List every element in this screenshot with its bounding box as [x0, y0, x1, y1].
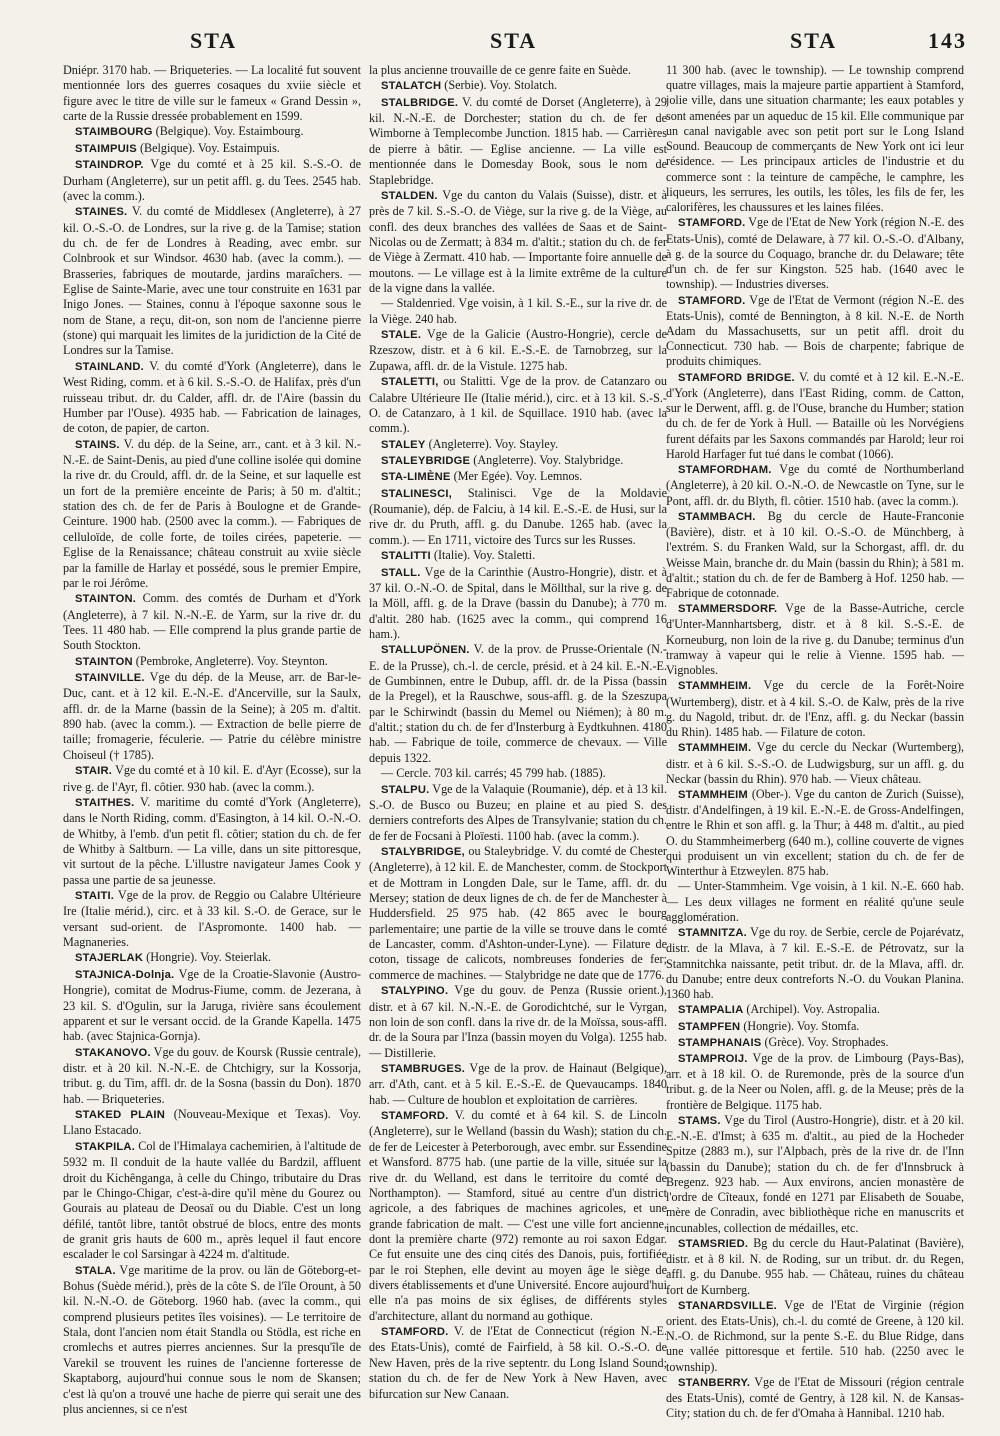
text-column-1: [63, 63, 361, 1425]
entry-text: — Staldenried. Vge voisin, à 1 kil. S.-E., sur la rive dr. de la Viège. 240 hab.: [369, 296, 667, 326]
entry-headword: STAMMHEIM: [678, 789, 748, 802]
entry-text: Vge de l'Etat de New York (région N.-E. des Etats-Unis), comté de Delaware, à 77 kil. O.-S.-O. d'Albany, à g. de la source du Coquago, branche dr. du Delaware; tête d'un ch. de fer sur Kingston. 525 hab. (1640 avec le township). — Industries diverses.: [666, 215, 964, 292]
dictionary-entry: [666, 879, 964, 925]
entry-text: Bg du cercle de Haute-Franconie (Bavière), distr. et à 10 kil. O.-S.-O. de Münchberg, à l'extrém. S. du Franken Wald, sur la Schorgast, affl. dr. du Weisse Main, branche dr. du Main (bassin du Rhin); à 581 m. d'altit.; station du ch. de fer de Bamberg à Hof. 1250 hab. — Fabrique de cotonnade.: [666, 508, 964, 600]
entry-text: (Archipel). Voy. Astropalia.: [743, 1002, 880, 1017]
entry-text: (Belgique). Voy. Estaimbourg.: [152, 124, 304, 139]
entry-headword: STAMFORD.: [678, 217, 746, 230]
entry-headword: STAINTON.: [75, 593, 137, 606]
dictionary-entry: [369, 453, 667, 469]
running-head-left: STA: [190, 28, 238, 53]
entry-text: Vge de la Carinthie (Austro-Hongrie), distr. et à 37 kil. O.-N.-O. de Spital, dans le Möllthal, sur la rive g. de la Möll, affl. g. de la Drave (bassin du Danube); à 770 m. d'altit. 280 hab. (1625 avec la comm., qui comprend 16 ham.).: [369, 564, 667, 641]
dictionary-entry: [666, 740, 964, 787]
entry-text: Comm. des comtés de Durham et d'York (Angleterre), à 7 kil. N.-N.-E. de Yarm, sur la rive dr. du Tees. 11 480 hab. — Elle comprend la plus grande partie de South Stockton.: [63, 591, 361, 653]
entry-text: Vge de la prov. de Reggio ou Calabre Ultérieure Ire (Italie mérid.), circ. et à 33 kil. S.-O. de Gerace, sur le versant sud-orient. de l'Aspromonte. 1400 hab. — Magnaneries.: [63, 888, 361, 950]
entry-text: V. de l'Etat de Connecticut (région N.-E. des Etats-Unis), comté de Fairfield, à 58 kil. O.-S.-O. de New Haven, près de la rive septentr. du Long Island Sound; station du ch. de fer de New York à New Haven, avec bifurcation sur New Canaan.: [369, 1324, 667, 1401]
entry-headword: STAMPALIA: [678, 1004, 744, 1017]
entry-text: Vge du comté de Northumberland (Angleterre), à 20 kil. O.-N.-O. de Newcastle on Tyne, sur le Pont, affl. dr. du Blyth, fl. côtier. 1510 hab. (avec la comm.).: [666, 462, 964, 508]
dictionary-entry: [369, 1324, 667, 1402]
dictionary-entry: [666, 601, 964, 678]
entry-headword: STALYBRIDGE,: [381, 845, 465, 858]
entry-headword: STALDEN.: [381, 189, 438, 202]
dictionary-entry: [63, 359, 361, 437]
entry-text: — Unter-Stammheim. Vge voisin, à 1 kil. N.-E. 660 hab. — Les deux villages ne forment en réalité qu'une seule agglomération.: [666, 879, 964, 924]
entry-text: V. du comté de Dorset (Angleterre), à 29 kil. N.-N.-E. de Dorchester; station du ch. de fer de Wimborne à Templecombe Junction. 1815 hab. — Carrières de pierre à bâtir. — Eglise ancienne. — La ville est mentionnée dans le Domesday Book, sous le nom de Staplebridge.: [369, 94, 667, 187]
dictionary-entry: [666, 678, 964, 740]
entry-headword: STAMFORD BRIDGE.: [678, 371, 795, 384]
dictionary-entry: [63, 654, 361, 670]
entry-headword: STAIMBOURG: [75, 126, 153, 139]
entry-headword: STAINDROP.: [75, 159, 144, 172]
entry-text: V. de la prov. de Prusse-Orientale (N.-E. de la Prusse), ch.-l. de cercle, présid. et à 24 kil. E.-N.-E. de Gumbinnen, entre le Dubup, affl. dr. de la Pissa (bassin de la Pregel), et la Rauschwe, sous-affl. g. de la Szeszupa par le Schirwindt (bassin du Memel ou Niémen); à 80 m. d'altit.; station du ch. de fer d'Insterburg à Eydtkuhnen. 4180 hab. — Fabrique de toile, commerce de chevaux. — Ville depuis 1322.: [369, 642, 667, 765]
running-head-center: STA: [490, 28, 538, 53]
dictionary-entry: [666, 293, 964, 370]
entry-text: Vge de l'Etat de Vermont (région N.-E. des Etats-Unis), comté de Bennington, à 8 kil. N.-E. de North Adam du Massachusetts, sur un petit affl. droit du Connecticut. 730 hab. — Bois de charpente; fabrique de produits chimiques.: [666, 292, 964, 369]
entry-text: Vge du comté et à 10 kil. E. d'Ayr (Ecosse), sur la rive g. de l'Ayr, fl. côtier. 930 hab. (avec la comm.).: [63, 763, 361, 794]
dictionary-entry: [63, 124, 361, 140]
dictionary-entry: [666, 370, 964, 462]
entry-headword: STALEY: [381, 438, 426, 451]
entry-text: ou Staleybridge. V. du comté de Chester (Angleterre), à 12 kil. E. de Manchester, comm. de Stockport et de Mottram in Longden Dale, sur le Tame, affl. dr. du Mersey; station de deux lignes de ch. de fer de Manchester à Huddersfield. 25 975 hab. (42 865 avec le bourg parlementaire; une partie de la ville se trouve dans le comté de Lancaster, comm. d'Ashton-under-Lyne). — Filature de coton, tissage de calicots, nombreuses fonderies de fer; commerce de machines. — Stalybridge ne date que de 1776.: [369, 843, 667, 982]
dictionary-entry: [369, 469, 667, 485]
dictionary-entry: [369, 63, 667, 78]
entry-text: V. du dép. de la Seine, arr., cant. et à 3 kil. N.-N.-E. de Saint-Denis, au pied d'une colline isolée qui domine la rive dr. du Crould, affl. dr. de la Seine, et sur laquelle est un fort de la première enceinte de Paris; à 50 m. d'altit.; station des ch. de fer de Paris à Boulogne et de Grande-Ceinture. 1900 hab. (2500 avec la comm.). — Fabriques de celluloïde, de colle forte, de toiles cirées, papeterie. — Eglise de la Renaissance; château construit au xviie siècle par la famille de Harlay et possédé, sous le premier Empire, par le roi Jérôme.: [63, 436, 361, 590]
entry-headword: STALINESCI,: [381, 487, 452, 500]
dictionary-entry: [666, 1298, 964, 1375]
dictionary-entry: [63, 950, 361, 966]
entry-text: Col de l'Himalaya cachemirien, à l'altitude de 5932 m. Il conduit de la haute vallée du Bardzil, affluent droit du Kichênganga, à celle du Chingo, tributaire du Dras par le Chingo-Chigar, c'est-à-dire qu'il mène du Gourez ou Gourais au plateau de Deosaï ou du Diable. C'est un long défilé, tantôt libre, tantôt obstrué de blocs, entre des monts de granit gris hauts de 600 m., après lequel il faut encore escalader le col Sarsingar à 4224 m. d'altitude.: [63, 1138, 361, 1262]
entry-headword: STANBERRY.: [678, 1376, 751, 1389]
entry-headword: STAMNITZA.: [678, 927, 747, 940]
page-number: 143: [928, 28, 967, 53]
dictionary-entry: [369, 782, 667, 844]
entry-headword: STAMPROIJ.: [678, 1053, 748, 1065]
dictionary-entry: [63, 204, 361, 359]
entry-text: (Hongrie). Voy. Steierlak.: [143, 950, 272, 965]
dictionary-entry: [369, 327, 667, 374]
entry-headword: STAINES.: [75, 206, 128, 219]
entry-text: (Nouveau-Mexique et Texas). Voy. Llano Estacado.: [63, 1107, 361, 1138]
entry-headword: STALBRIDGE.: [381, 96, 459, 109]
entry-text: (Pembroke, Angleterre). Voy. Steynton.: [132, 653, 328, 668]
entry-headword: STAMMBACH.: [678, 510, 756, 523]
dictionary-entry: [369, 565, 667, 643]
entry-text: Vge du Tirol (Austro-Hongrie), distr. et à 20 kil. E.-N.-E. d'Imst; à 635 m. d'altit., au pied de la Hocheder Spitze (2883 m.), sur l'Alpbach, près de la rive dr. de l'Inn (bassin du Danube); station du ch. de fer d'Innsbruck à Bregenz. 923 hab. — Aux environs, ancien monastère de l'ordre de Cîteaux, fondé en 1271 par Elisabeth de Souabe, mère de Conradin, avec bibliothèque riche en manuscrits et incunables, collection de médailles, etc.: [666, 1112, 964, 1235]
entry-text: Vge du gouv. de Koursk (Russie centrale), distr. et à 20 kil. N.-N.-E. de Chtchigry, sur la Kossorja, tribut. g. du Tim, affl. dr. de la Sosna (bassin du Don). 1870 hab. — Briqueteries.: [63, 1044, 361, 1106]
dictionary-entry: [369, 844, 667, 983]
entry-headword: STAMMERSDORF.: [678, 603, 778, 616]
entry-headword: STAITHES.: [75, 796, 135, 809]
entry-text: Vge de la Galicie (Austro-Hongrie), cercle de Rzeszow, distr. et à 6 kil. E.-S.-E. de Tarnobrzeg, sur la Zupawa, affl. dr. de la Vistule. 1275 hab.: [369, 327, 667, 373]
dictionary-entry: [63, 795, 361, 888]
entry-text: — Cercle. 703 kil. carrés; 45 799 hab. (1885).: [381, 766, 606, 781]
entry-text: Vge du gouv. de Penza (Russie orient.), distr. et à 67 kil. N.-N.-E. de Gorodichtché, sur le Vyrgan, non loin de son confl. dans la rive dr. de la Moïssa, sous-affl. dr. de la Soura par l'Inza (bassin moyen du Volga). 1255 hab. — Distillerie.: [369, 983, 667, 1060]
dictionary-entry: [369, 1061, 667, 1108]
dictionary-entry: [666, 1002, 964, 1018]
dictionary-entry: [63, 157, 361, 204]
entry-headword: STAINLAND.: [75, 360, 144, 373]
entry-text: Stalinisci. Vge de la Moldavie (Roumanie), dép. de Falciu, à 14 kil. E.-S.-E. de Husi, sur la rive dr. du Pruth, affl. g. du Danube. 1265 hab. (avec la comm.). — En 1711, victoire des Turcs sur les Russes.: [369, 485, 667, 547]
dictionary-entry: [369, 486, 667, 548]
entry-headword: STAINS.: [75, 438, 120, 451]
entry-headword: STAMPFEN: [678, 1020, 741, 1033]
entry-headword: STA-LIMÈNE: [381, 471, 451, 484]
entry-text: Bg du cercle du Haut-Palatinat (Bavière), distr. et à 8 kil. N. de Roding, sur un tribut. dr. du Regen, affl. g. du Danube. 955 hab. — Château, ruines du château fort de Kurnberg.: [666, 1235, 964, 1297]
dictionary-entry: [63, 1139, 361, 1263]
dictionary-entry: [666, 462, 964, 509]
entry-headword: STAMFORD.: [381, 1326, 449, 1339]
dictionary-entry: [63, 591, 361, 653]
entry-headword: STALATCH: [381, 80, 442, 93]
dictionary-entry: [369, 437, 667, 453]
entry-headword: STALLUPÖNEN.: [381, 644, 470, 657]
entry-headword: STALL.: [381, 566, 421, 579]
dictionary-entry: [666, 509, 964, 601]
dictionary-entry: [63, 437, 361, 592]
text-column-3: [666, 63, 964, 1425]
entry-headword: STALITTI: [381, 550, 431, 563]
entry-headword: STAIMPUIS: [75, 142, 137, 155]
dictionary-entry: [369, 766, 667, 781]
entry-text: ou Stalitti. Vge de la prov. de Catanzaro ou Calabre Ultérieure IIe (Italie mérid.), circ. et à 13 kil. S.-S.-O. de Catanzaro, à 1 kil. de Squillace. 1910 hab. (avec la comm.).: [369, 374, 667, 436]
dictionary-entry: [666, 787, 964, 879]
entry-headword: STAKANOVO.: [75, 1046, 151, 1059]
entry-text: Vge du cercle de la Forêt-Noire (Wurtemberg), distr. et à 4 kil. S.-O. de Kalw, près de la rive g. du Nagold, tribut. dr. de l'Enz, affl. g. du Neckar (bassin du Rhin). 1485 hab. — Filature de coton.: [666, 678, 964, 740]
entry-headword: STAMMHEIM.: [678, 742, 752, 755]
entry-headword: STAMMHEIM.: [678, 680, 752, 693]
entry-text: V. du comté d'York (Angleterre), dans le West Riding, comm. et à 6 kil. S.-S.-O. de Halifax, près d'un ruisseau tribut. dr. du Calder, affl. dr. de l'Aire (bassin du Humber par l'Ouse). 4935 hab. — Fabrication de lainages, de coton, de papier, de carton.: [63, 358, 361, 436]
dictionary-entry: [369, 374, 667, 436]
entry-text: (Grèce). Voy. Strophades.: [761, 1034, 889, 1049]
entry-text: V. du comté et à 12 kil. E.-N.-E. d'York (Angleterre), dans l'East Riding, comm. de Catton, sur le Derwent, affl. g. de l'Ouse, branche du Humber; station du ch. de fer de York à Hull. — Bataille où les Norvégiens furent défaits par les Saxons commandés par Harold; leur roi Harold Harfager fut tué dans le combat (1066).: [666, 369, 964, 461]
entry-headword: STALEYBRIDGE: [381, 454, 471, 467]
entry-headword: STAJERLAK: [75, 952, 144, 965]
entry-text: (Angleterre). Voy. Stalybridge.: [470, 452, 624, 467]
entry-headword: STAJNICA-Dolnja.: [75, 968, 175, 981]
entry-text: Vge de la prov. de Hainaut (Belgique), arr. d'Ath, cant. et à 5 kil. E.-S.-E. de Quevaucamps. 1840 hab. — Culture de houblon et exploitation de carrières.: [369, 1061, 667, 1107]
dictionary-entry: [666, 63, 964, 215]
entry-headword: STAMFORD.: [678, 294, 746, 307]
entry-headword: STALETTI,: [381, 376, 439, 389]
entry-headword: STAMPHANAIS: [678, 1036, 762, 1049]
entry-headword: STAINVILLE.: [75, 672, 145, 685]
entry-headword: STAKED PLAIN: [75, 1109, 165, 1122]
dictionary-entry: [666, 1019, 964, 1035]
entry-text: Dniépr. 3170 hab. — Briqueteries. — La localité fut souvent mentionnée lors des guerres cosaques du xviie siècle et figure avec le titre de ville sur le fameux « Grand Dessin », carte de la Russie dressée probablement en 1599.: [63, 63, 361, 124]
entry-headword: STAMFORDHAM.: [678, 464, 772, 477]
dictionary-entry: [63, 967, 361, 1045]
dictionary-entry: [63, 670, 361, 763]
entry-text: Vge du comté et à 25 kil. S.-S.-O. de Durham (Angleterre), sur un petit affl. g. du Tees. 2545 hab. (avec la comm.).: [63, 157, 361, 203]
dictionary-entry: [666, 1375, 964, 1422]
dictionary-entry: [369, 1108, 667, 1324]
entry-text: (Mer Egée). Voy. Lemnos.: [450, 469, 583, 484]
entry-headword: STAIR.: [75, 765, 113, 778]
entry-text: V. maritime du comté d'York (Angleterre), dans le North Riding, comm. d'Easington, à 14 kil. O.-N.-O. de Whitby, à l'emb. d'un petit fl. côtier; station du ch. de fer de Whitby à Saltburn. — La ville, dans un site pittoresque, vit surtout de la pêche. L'illustre navigateur James Cook y passa une partie de sa jeunesse.: [63, 794, 361, 887]
dictionary-entry: [666, 1051, 964, 1113]
entry-headword: STAMSRIED.: [678, 1237, 749, 1250]
entry-text: Vge de l'Etat de Missouri (région centrale des Etats-Unis), comté de Gentry, à 128 kil. N. de Kansas-City; station du ch. de fer d'Omaha à Hannibal. 1210 hab.: [666, 1374, 964, 1421]
text-column-2: [369, 63, 667, 1425]
dictionary-entry: [666, 215, 964, 292]
dictionary-entry: [369, 78, 667, 94]
entry-text: (Ober-). Vge du canton de Zurich (Suisse), distr. d'Andelfingen, à 19 kil. E.-N.-E. de Gross-Andelfingen, entre le Rhin et son affl. g. la Thur; à 448 m. d'altit., au pied O. du Stammheimerberg (640 m.), colline couverte de vignes qui produisent un vin excellent; station du ch. de fer de Winterthur à Etzweylen. 875 hab.: [666, 787, 964, 879]
entry-text: (Hongrie). Voy. Stomfa.: [740, 1018, 860, 1033]
dictionary-entry: [63, 63, 361, 124]
entry-text: Vge de la prov. de Limbourg (Pays-Bas), arr. et à 18 kil. O. de Ruremonde, près de la source d'un tribut. g. de la Neer ou Nolen, affl. g. de la Meuse; près de la frontière de Belgique. 1175 hab.: [666, 1051, 964, 1112]
entry-text: Vge maritime de la prov. ou län de Göteborg-et-Bohus (Suède mérid.), près de la côte S. de l'île Orount, à 50 kil. N.-N.-O. de Göteborg. 1960 hab. (avec la comm., qui comprend plusieurs petites îles voisines). — Le territoire de Stala, dont l'ancien nom était Standla ou Stödla, est riche en cromlechs et autres pierres anciennes. Sur la presqu'île de Varekil se trouvent les ruines de l'ancienne forteresse de Skaptaborg, aujourd'hui connue sous le nom de Skansen; c'est là qu'on a trouvé une hache de pierre qui serait une des plus anciennes, si ce n'est: [63, 1262, 361, 1416]
dictionary-entry: [369, 642, 667, 766]
entry-headword: STAMBRUGES.: [381, 1063, 466, 1075]
entry-text: Vge du dép. de la Meuse, arr. de Bar-le-Duc, cant. et à 12 kil. E.-N.-E. d'Ancerville, sur la Saulx, affl. dr. de la Marne (bassin de la Seine); à 205 m. d'altit. 890 hab. (avec la comm.). — Extraction de belle pierre de taille; fromagerie, féculerie. — Patrie du célèbre ministre Choiseul († 1785).: [63, 670, 361, 762]
dictionary-entry: [369, 983, 667, 1061]
entry-text: (Belgique). Voy. Estaimpuis.: [136, 140, 280, 155]
entry-headword: STAMFORD.: [381, 1110, 449, 1123]
dictionary-entry: [666, 1035, 964, 1051]
dictionary-entry: [369, 95, 667, 188]
dictionary-entry: [666, 1236, 964, 1298]
entry-headword: STALA.: [75, 1264, 116, 1277]
dictionary-entry: [63, 1107, 361, 1139]
entry-text: (Serbie). Voy. Stolatch.: [441, 78, 558, 93]
entry-text: Vge de l'Etat de Virginie (région orient. des Etats-Unis), ch.-l. du comté de Greene, à 120 kil. N.-O. de Richmond, sur la pente S.-E. du Blue Ridge, dans une vallée pittoresque et fertile. 510 hab. (2250 avec le township).: [666, 1297, 964, 1374]
entry-text: Vge du canton du Valais (Suisse), distr. et à près de 7 kil. S.-S.-O. de Viège, sur la rive g. de la Viège, au confl. des deux branches des vallées de Saas et de Saint-Nicolas ou de Zermatt; à 834 m. d'altit.; station du ch. de fer de Viège à Zermatt. 410 hab. — Importante foire annuelle de moutons. — Le village est à la limite extrême de la culture de la vigne dans la vallée.: [369, 187, 667, 296]
entry-headword: STANARDSVILLE.: [678, 1299, 777, 1312]
entry-headword: STALPU.: [381, 783, 430, 796]
entry-headword: STAITI.: [75, 890, 115, 903]
entry-text: Vge de la Valaquie (Roumanie), dép. et à 13 kil. S.-O. de Busco ou Buzeu; en plaine et au pied S. des derniers contreforts des Alpes de Transylvanie; station du ch. de fer de Focsani à Ploïesti. 1100 hab. (avec la comm.).: [369, 781, 667, 843]
entry-text: V. du comté et à 64 kil. S. de Lincoln (Angleterre), sur le Welland (bassin du Wash); station du ch. de fer de Leicester à Peterborough, avec embr. sur Essendine et Wansford. 8775 hab. (une partie de la ville, située sur la rive dr. du Welland, est dans le territoire du comté de Northampton). — Stamford, situé au centre d'un district agricole, a des fabriques de machines agricoles, et une grande fabrication de malt. — C'est une ville fort ancienne, dont la première charte (972) remonte au roi saxon Edgar. Ce fut ensuite une des cinq cités des Danois, puis, fortifiée par le roi Stephen, elle devint au moyen âge le siège de divers établissements et d'une Université. Encore aujourd'hui elle n'a pas moins de six églises, de différents styles d'architecture, allant du normand au gothique.: [369, 1108, 667, 1323]
dictionary-entry: [369, 548, 667, 564]
entry-text: la plus ancienne trouvaille de ce genre faite en Suède.: [369, 63, 631, 77]
entry-text: Vge du roy. de Serbie, cercle de Pojarévatz, distr. de la Mlava, à 7 kil. E.-S.-E. de Pétrovatz, sur la Stamnitchka naissante, petit tribut. dr. de la Mlava, affl. dr. du Danube; entre deux contreforts N.-O. du Voukan Planina. 1360 hab.: [666, 925, 964, 1002]
dictionary-entry: [63, 1263, 361, 1418]
entry-headword: STAINTON: [75, 655, 133, 668]
entry-text: Vge de la Basse-Autriche, cercle d'Unter-Mannhartsberg, distr. et à 8 kil. S.-S.-E. de Korneuburg, non loin de la rive g. du Danube; terminus d'un tramway à vapeur qui le relie à Vienne. 1595 hab. — Vignobles.: [666, 601, 964, 678]
entry-text: (Italie). Voy. Staletti.: [430, 548, 536, 563]
entry-headword: STAMS.: [678, 1114, 721, 1127]
entry-text: Vge de la Croatie-Slavonie (Austro-Hongrie), comitat de Modrus-Fiume, comm. de Jezerana, à 23 kil. S. d'Ogulin, sur la Jaruga, rivière sans écoulement apparent et sur le versant occid. de la Grande Kapella. 1475 hab. (avec Stajnica-Gornja).: [63, 966, 361, 1044]
dictionary-entry: [63, 141, 361, 157]
entry-text: (Angleterre). Voy. Stayley.: [425, 436, 559, 451]
entry-text: 11 300 hab. (avec le township). — Le township comprend quatre villages, mais la majeure partie appartient à Stamford, jolie ville, dans une situation charmante; les eaux potables y sont amenées par un aqueduc de 15 kil. Elle communique par un canal navigable avec son petit port sur le Long Island Sound. Beaucoup de commerçants de New York ont ici leur résidence. — Les principaux articles de l'industrie et du commerce sont : la teinture de campêche, le camphre, les liqueurs, les serrures, les outils, les tôles, les fils de fer, les calorifères, les chaussures et les laines filées.: [666, 63, 964, 215]
dictionary-entry: [63, 763, 361, 795]
dictionary-entry: [666, 925, 964, 1002]
dictionary-entry: [63, 888, 361, 950]
entry-headword: STALYPINO.: [381, 985, 449, 998]
dictionary-entry: [369, 188, 667, 297]
dictionary-entry: [369, 296, 667, 327]
running-head-right: STA: [790, 28, 838, 53]
dictionary-entry: [63, 1045, 361, 1107]
entry-text: Vge du cercle du Neckar (Wurtemberg), distr. et à 6 kil. S.-S.-O. de Ludwigsburg, sur un affl. g. du Neckar (bassin du Rhin). 970 hab. — Vieux château.: [666, 740, 964, 786]
entry-text: V. du comté de Middlesex (Angleterre), à 27 kil. O.-S.-O. de Londres, sur la rive g. de la Tamise; station du ch. de fer de Londres à Reading, avec embr. sur Colnbrook et sur Windsor. 4630 hab. (avec la comm.). — Brasseries, fabriques de moutarde, jardins maraîchers. — Eglise de Sainte-Marie, avec une tour construite en 1631 par Inigo Jones. — Staines, connu à l'époque saxonne sous le nom de Stane, a reçu, dit-on, son nom de l'ancienne pierre (stone) qui marquait les limites de la juridiction de la Cité de Londres sur la Tamise.: [63, 204, 361, 358]
entry-headword: STAKPILA.: [75, 1140, 136, 1153]
dictionary-entry: [666, 1113, 964, 1236]
entry-headword: STALE.: [381, 329, 422, 342]
